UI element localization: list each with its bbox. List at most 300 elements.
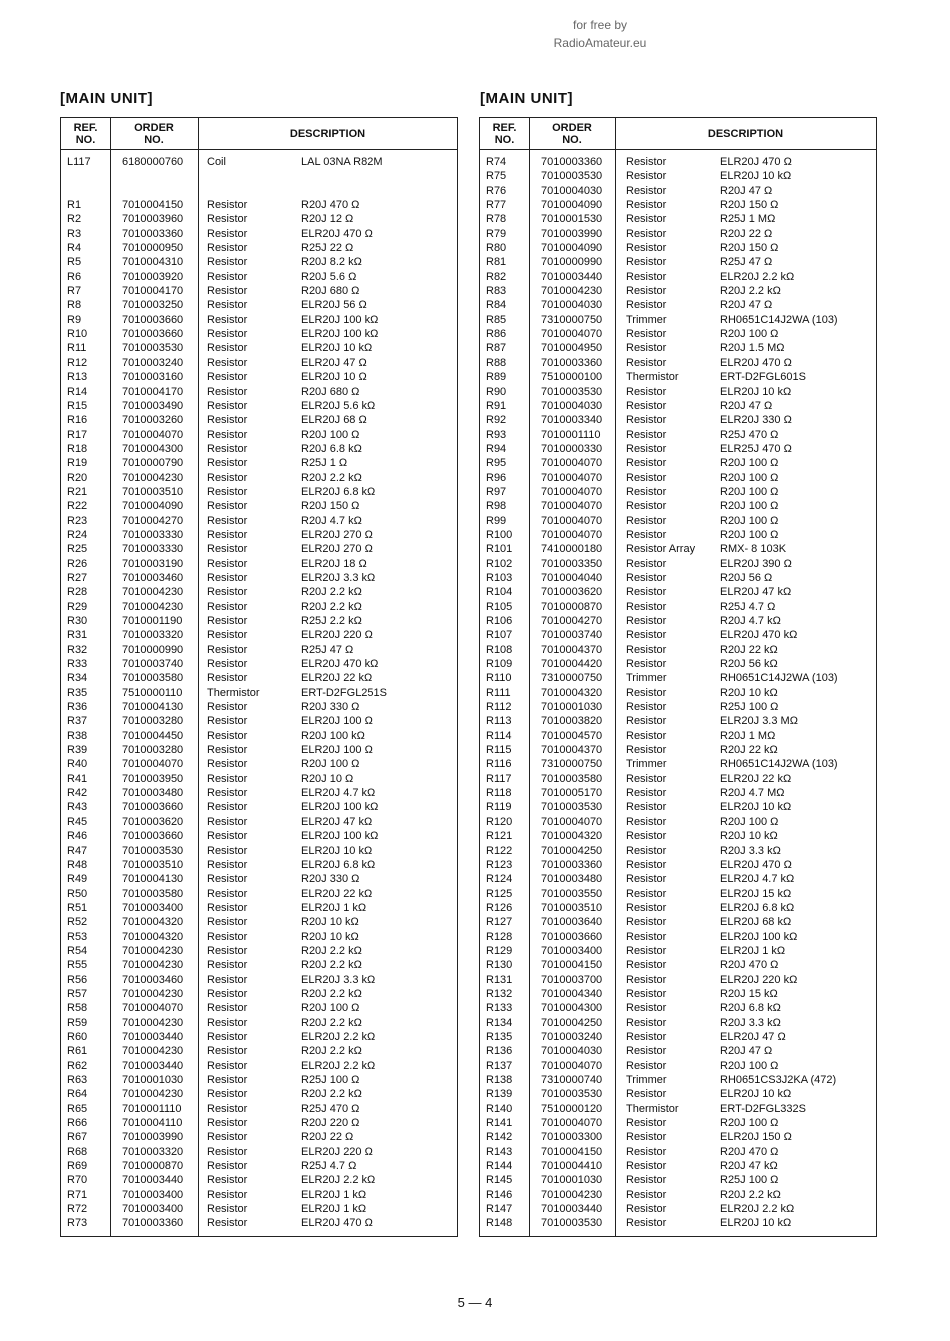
ref-no-cell: R29 xyxy=(67,600,88,613)
part-spec-cell: ELR20J 470 kΩ xyxy=(301,658,379,671)
part-name-cell: Resistor xyxy=(626,184,667,197)
part-name-cell: Resistor xyxy=(207,385,248,398)
order-no-cell: 6180000760 xyxy=(122,156,184,168)
table-row xyxy=(480,1159,876,1173)
part-name-cell: Resistor xyxy=(207,729,248,742)
part-spec-cell: R20J 680 Ω xyxy=(301,385,360,398)
part-name-cell: Resistor xyxy=(626,1217,667,1230)
ref-no-cell: R110 xyxy=(486,672,512,685)
ref-no-cell: R115 xyxy=(486,744,512,757)
ref-no-cell: R89 xyxy=(486,371,507,384)
part-name-cell: Resistor xyxy=(626,428,667,441)
order-no-cell: 7010003620 xyxy=(122,815,184,828)
order-no-cell: 7010003920 xyxy=(122,270,184,283)
table-row xyxy=(61,700,457,714)
table-row xyxy=(61,341,457,355)
order-no-cell: 7010000950 xyxy=(122,242,184,255)
order-no-cell: 7010004150 xyxy=(122,199,184,212)
part-name-cell: Resistor xyxy=(207,514,248,527)
part-spec-cell: ELR20J 15 kΩ xyxy=(720,887,792,900)
part-name-cell: Resistor xyxy=(626,844,667,857)
part-spec-cell: R20J 22 Ω xyxy=(301,1131,354,1144)
table-row xyxy=(480,471,876,485)
ref-no-cell: R129 xyxy=(486,944,513,957)
part-name-cell: Resistor xyxy=(207,772,248,785)
table-row xyxy=(480,700,876,714)
order-no-cell: 7010003360 xyxy=(541,156,603,168)
table-row xyxy=(480,1073,876,1087)
part-spec-cell: ELR20J 10 kΩ xyxy=(720,385,792,398)
order-no-cell: 7010004130 xyxy=(122,701,184,714)
ref-no-cell: R18 xyxy=(67,442,88,455)
part-spec-cell: ELR20J 10 Ω xyxy=(301,371,367,384)
order-no-cell: 7010004090 xyxy=(122,500,184,513)
part-spec-cell: R25J 1 MΩ xyxy=(720,213,776,226)
part-spec-cell: R20J 2.2 kΩ xyxy=(301,586,362,599)
part-name-cell: Resistor xyxy=(207,457,248,470)
table-row xyxy=(480,772,876,786)
table-row xyxy=(480,1173,876,1187)
part-spec-cell: ELR20J 100 Ω xyxy=(301,715,373,728)
order-no-cell: 7010004230 xyxy=(122,1045,184,1058)
table-row xyxy=(61,356,457,370)
part-name-cell: Resistor xyxy=(207,1117,248,1130)
ref-no-cell: R76 xyxy=(486,184,507,197)
order-no-cell: 7010004170 xyxy=(122,285,184,298)
part-spec-cell: R25J 470 Ω xyxy=(720,428,779,441)
table-row xyxy=(61,485,457,499)
table-row xyxy=(480,743,876,757)
ref-no-cell: R3 xyxy=(67,227,82,240)
ref-no-cell: R133 xyxy=(486,1002,513,1015)
ref-no-cell: R42 xyxy=(67,787,88,800)
part-spec-cell: R20J 5.6 Ω xyxy=(301,270,357,283)
order-no-cell: 7010004070 xyxy=(122,758,184,771)
part-name-cell: Resistor xyxy=(626,199,667,212)
header-description: DESCRIPTION xyxy=(289,127,366,140)
part-name-cell: Resistor xyxy=(207,1030,248,1043)
table-row xyxy=(480,485,876,499)
part-spec-cell: ELR20J 2.2 kΩ xyxy=(720,1203,795,1216)
ref-no-cell: R34 xyxy=(67,672,88,685)
ref-no-cell: R43 xyxy=(67,801,88,814)
table-row xyxy=(61,399,457,413)
part-spec-cell: ELR20J 22 kΩ xyxy=(301,887,373,900)
part-spec-cell: ELR20J 10 kΩ xyxy=(301,844,373,857)
part-spec-cell: R20J 150 Ω xyxy=(301,500,360,513)
part-spec-cell: ELR20J 1 kΩ xyxy=(720,944,786,957)
part-name-cell: Resistor xyxy=(626,715,667,728)
part-spec-cell: ELR20J 470 Ω xyxy=(720,858,792,871)
order-no-cell: 7010000990 xyxy=(122,643,184,656)
order-no-cell: 7010000870 xyxy=(541,600,603,613)
ref-no-cell: R144 xyxy=(486,1160,513,1173)
ref-no-cell: R73 xyxy=(67,1217,88,1230)
table-row xyxy=(480,714,876,728)
ref-no-cell: R88 xyxy=(486,356,507,369)
ref-no-cell: R134 xyxy=(486,1016,513,1029)
order-no-cell: 7010004300 xyxy=(541,1002,603,1015)
ref-no-cell: R68 xyxy=(67,1145,88,1158)
ref-no-cell: R124 xyxy=(486,873,513,886)
ref-no-cell: R41 xyxy=(67,772,88,785)
part-name-cell: Resistor xyxy=(626,285,667,298)
part-name-cell: Resistor xyxy=(626,213,667,226)
part-name-cell: Resistor xyxy=(626,744,667,757)
order-no-cell: 7010004070 xyxy=(541,1059,603,1072)
part-spec-cell: R20J 47 Ω xyxy=(720,299,773,312)
order-no-cell: 7010004030 xyxy=(541,399,603,412)
part-spec-cell: ELR20J 10 kΩ xyxy=(720,170,792,183)
table-row xyxy=(61,1001,457,1015)
part-name-cell: Resistor xyxy=(207,299,248,312)
table-row xyxy=(61,456,457,470)
table-body xyxy=(480,155,876,1231)
table-row xyxy=(480,614,876,628)
order-no-cell: 7010003620 xyxy=(541,586,603,599)
ref-no-cell: R86 xyxy=(486,328,507,341)
part-name-cell: Resistor xyxy=(626,1188,667,1201)
part-spec-cell: R20J 100 Ω xyxy=(720,1059,779,1072)
ref-no-cell: R123 xyxy=(486,858,513,871)
part-spec-cell: ERT-D2FGL251S xyxy=(301,686,388,699)
part-spec-cell: ELR20J 3.3 kΩ xyxy=(301,973,376,986)
ref-no-cell: R82 xyxy=(486,270,507,283)
ref-no-cell: R95 xyxy=(486,457,507,470)
table-row xyxy=(480,184,876,198)
part-name-cell: Resistor xyxy=(626,170,667,183)
ref-no-cell: R23 xyxy=(67,514,88,527)
table-row xyxy=(480,1202,876,1216)
ref-no-cell: R4 xyxy=(67,242,82,255)
part-name-cell: Coil xyxy=(207,156,226,168)
table-row xyxy=(61,198,457,212)
part-name-cell: Resistor xyxy=(207,1203,248,1216)
ref-no-cell: R59 xyxy=(67,1016,88,1029)
table-row xyxy=(61,499,457,513)
ref-no-cell: R105 xyxy=(486,600,513,613)
part-spec-cell: R20J 100 Ω xyxy=(720,485,779,498)
part-spec-cell: RH0651C14J2WA (103) xyxy=(720,313,838,326)
ref-no-cell: R24 xyxy=(67,528,88,541)
part-name-cell: Resistor xyxy=(207,342,248,355)
part-name-cell: Resistor xyxy=(207,1002,248,1015)
ref-no-cell: R8 xyxy=(67,299,82,312)
part-name-cell: Resistor xyxy=(626,342,667,355)
order-no-cell: 7010003530 xyxy=(541,385,603,398)
table-row xyxy=(480,1145,876,1159)
ref-no-cell: R77 xyxy=(486,199,507,212)
table-row xyxy=(61,1116,457,1130)
ref-no-cell: R69 xyxy=(67,1160,88,1173)
table-row xyxy=(480,370,876,384)
order-no-cell: 7010003350 xyxy=(541,557,603,570)
part-name-cell: Resistor xyxy=(207,442,248,455)
ref-no-cell: R10 xyxy=(67,328,88,341)
order-no-cell: 7010004230 xyxy=(122,987,184,1000)
table-row xyxy=(61,944,457,958)
part-name-cell: Resistor xyxy=(626,873,667,886)
part-spec-cell: ELR20J 330 Ω xyxy=(720,414,792,427)
order-no-cell: 7010004230 xyxy=(541,1188,603,1201)
part-name-cell: Resistor xyxy=(207,428,248,441)
ref-no-cell: R130 xyxy=(486,959,513,972)
table-row xyxy=(61,757,457,771)
left-unit-title: [MAIN UNIT] xyxy=(60,90,153,107)
order-no-cell: 7010003330 xyxy=(122,528,184,541)
order-no-cell: 7010003400 xyxy=(122,901,184,914)
part-spec-cell: RH0651CS3J2KA (472) xyxy=(720,1074,837,1086)
ref-no-cell: R58 xyxy=(67,1002,88,1015)
part-spec-cell: ELR20J 220 Ω xyxy=(301,629,373,642)
ref-no-cell: R137 xyxy=(486,1059,513,1072)
part-name-cell: Resistor xyxy=(626,514,667,527)
ref-no-cell: R32 xyxy=(67,643,88,656)
ref-no-cell: R70 xyxy=(67,1174,88,1187)
part-name-cell: Resistor xyxy=(207,399,248,412)
ref-no-cell: R45 xyxy=(67,815,88,828)
part-spec-cell: R20J 330 Ω xyxy=(301,701,360,714)
part-name-cell: Resistor xyxy=(626,557,667,570)
part-name-cell: Resistor xyxy=(207,586,248,599)
order-no-cell: 7010004230 xyxy=(122,1088,184,1101)
order-no-cell: 7010003530 xyxy=(541,1088,603,1101)
order-no-cell: 7010003440 xyxy=(541,1203,603,1216)
ref-no-cell: R146 xyxy=(486,1188,513,1201)
part-spec-cell: R20J 2.2 kΩ xyxy=(301,959,362,972)
ref-no-cell: R139 xyxy=(486,1088,513,1101)
table-row xyxy=(480,671,876,685)
table-row xyxy=(61,284,457,298)
part-name-cell: Resistor xyxy=(626,528,667,541)
order-no-cell: 7010004040 xyxy=(541,571,603,584)
ref-no-cell: R53 xyxy=(67,930,88,943)
table-body xyxy=(61,155,457,1231)
order-no-cell: 7010004370 xyxy=(541,643,603,656)
order-no-cell: 7010003360 xyxy=(122,227,184,240)
ref-no-cell: R111 xyxy=(486,686,511,699)
table-row xyxy=(480,901,876,915)
part-spec-cell: R20J 6.8 kΩ xyxy=(720,1002,781,1015)
ref-no-cell: R9 xyxy=(67,313,82,326)
table-row xyxy=(480,341,876,355)
ref-no-cell: R21 xyxy=(67,485,88,498)
order-no-cell: 7010003960 xyxy=(122,213,184,226)
part-spec-cell: R20J 6.8 kΩ xyxy=(301,442,362,455)
part-spec-cell: R20J 2.2 kΩ xyxy=(301,471,362,484)
part-spec-cell: R20J 100 Ω xyxy=(720,1117,779,1130)
table-row xyxy=(61,255,457,269)
order-no-cell: 7010004070 xyxy=(122,428,184,441)
order-no-cell: 7010003250 xyxy=(122,299,184,312)
part-name-cell: Resistor xyxy=(207,615,248,627)
part-name-cell: Resistor xyxy=(207,485,248,498)
table-row xyxy=(61,1016,457,1030)
table-row xyxy=(61,1073,457,1087)
table-row xyxy=(480,829,876,843)
part-spec-cell: R20J 220 Ω xyxy=(301,1117,360,1130)
part-spec-cell: R20J 1.5 MΩ xyxy=(720,342,785,355)
part-spec-cell: R20J 56 kΩ xyxy=(720,658,778,671)
table-row xyxy=(61,786,457,800)
part-name-cell: Thermistor xyxy=(626,371,679,384)
part-name-cell: Resistor xyxy=(207,1102,248,1115)
part-name-cell: Resistor xyxy=(207,571,248,584)
part-name-cell: Resistor xyxy=(207,758,248,771)
table-row xyxy=(480,1030,876,1044)
part-name-cell: Thermistor xyxy=(626,1102,679,1115)
part-name-cell: Resistor xyxy=(207,1174,248,1187)
part-spec-cell: ELR20J 5.6 kΩ xyxy=(301,399,376,412)
part-spec-cell: RH0651C14J2WA (103) xyxy=(720,758,838,771)
ref-no-cell: R11 xyxy=(67,342,87,355)
ref-no-cell: R145 xyxy=(486,1174,513,1187)
part-spec-cell: R25J 47 Ω xyxy=(301,643,354,656)
part-spec-cell: R20J 100 Ω xyxy=(720,514,779,527)
part-spec-cell: ELR20J 220 kΩ xyxy=(720,973,798,986)
ref-no-cell: R57 xyxy=(67,987,88,1000)
ref-no-cell: R5 xyxy=(67,256,82,269)
table-row xyxy=(480,255,876,269)
part-spec-cell: ELR20J 1 kΩ xyxy=(301,901,367,914)
part-name-cell: Resistor xyxy=(207,1131,248,1144)
order-no-cell: 7010003400 xyxy=(122,1203,184,1216)
order-no-cell: 7010003740 xyxy=(122,658,184,671)
part-name-cell: Resistor xyxy=(626,787,667,800)
ref-no-cell: R39 xyxy=(67,744,88,757)
ref-no-cell: R119 xyxy=(486,801,512,814)
table-row xyxy=(480,399,876,413)
table-row xyxy=(480,858,876,872)
part-spec-cell: ELR25J 470 Ω xyxy=(720,442,792,455)
part-spec-cell: ELR20J 10 kΩ xyxy=(720,801,792,814)
part-name-cell: Resistor xyxy=(626,256,667,269)
ref-no-cell: R128 xyxy=(486,930,513,943)
order-no-cell: 7010004070 xyxy=(541,500,603,513)
order-no-cell: 7010003400 xyxy=(541,944,603,957)
order-no-cell: 7010004170 xyxy=(122,385,184,398)
ref-no-cell: R94 xyxy=(486,442,507,455)
part-name-cell: Resistor xyxy=(626,887,667,900)
order-no-cell: 7010004090 xyxy=(541,199,603,212)
order-no-cell: 7010000990 xyxy=(541,256,603,269)
ref-no-cell: R31 xyxy=(67,629,88,642)
part-name-cell: Resistor xyxy=(626,916,667,929)
table-row xyxy=(480,413,876,427)
part-spec-cell: R20J 100 Ω xyxy=(720,528,779,541)
part-name-cell: Resistor xyxy=(626,1145,667,1158)
table-row xyxy=(480,442,876,456)
part-name-cell: Resistor xyxy=(626,944,667,957)
part-name-cell: Resistor xyxy=(207,629,248,642)
order-no-cell: 7010004230 xyxy=(122,1016,184,1029)
part-name-cell: Resistor xyxy=(207,356,248,369)
part-name-cell: Thermistor xyxy=(207,686,260,699)
order-no-cell: 7010004230 xyxy=(122,959,184,972)
part-name-cell: Resistor xyxy=(207,199,248,212)
order-no-cell: 7010004950 xyxy=(541,342,603,355)
part-name-cell: Resistor xyxy=(207,414,248,427)
ref-no-cell: R6 xyxy=(67,270,82,283)
part-name-cell: Resistor xyxy=(626,801,667,814)
table-row xyxy=(480,356,876,370)
table-row xyxy=(480,542,876,556)
table-row xyxy=(480,514,876,528)
order-no-cell: 7010001110 xyxy=(122,1102,182,1115)
ref-no-cell: R56 xyxy=(67,973,88,986)
header-order-no: ORDER NO. xyxy=(552,121,592,146)
table-row xyxy=(61,514,457,528)
order-no-cell: 7010004070 xyxy=(541,457,603,470)
table-row xyxy=(61,585,457,599)
part-spec-cell: R20J 22 Ω xyxy=(720,227,773,240)
table-row xyxy=(61,241,457,255)
order-no-cell: 7010004070 xyxy=(541,485,603,498)
order-no-cell: 7010001030 xyxy=(122,1074,184,1086)
table-row xyxy=(480,686,876,700)
part-spec-cell: R20J 4.7 MΩ xyxy=(720,787,785,800)
order-no-cell: 7010003440 xyxy=(122,1030,184,1043)
table-row xyxy=(61,901,457,915)
part-spec-cell: R20J 2.2 kΩ xyxy=(720,285,781,298)
order-no-cell: 7010004230 xyxy=(122,471,184,484)
order-no-cell: 7010004230 xyxy=(541,285,603,298)
ref-no-cell: R99 xyxy=(486,514,507,527)
part-name-cell: Resistor xyxy=(207,944,248,957)
part-spec-cell: R20J 2.2 kΩ xyxy=(301,600,362,613)
table-row xyxy=(480,528,876,542)
table-row xyxy=(480,284,876,298)
table-row xyxy=(61,657,457,671)
part-name-cell: Resistor xyxy=(626,1016,667,1029)
ref-no-cell: R75 xyxy=(486,170,507,183)
order-no-cell: 7010003580 xyxy=(122,887,184,900)
ref-no-cell: R85 xyxy=(486,313,507,326)
order-no-cell: 7010003660 xyxy=(122,830,184,843)
ref-no-cell: R97 xyxy=(486,485,507,498)
table-row xyxy=(61,227,457,241)
order-no-cell: 7010004150 xyxy=(541,1145,603,1158)
part-name-cell: Resistor xyxy=(626,1088,667,1101)
order-no-cell: 7010003510 xyxy=(122,485,184,498)
part-spec-cell: R20J 2.2 kΩ xyxy=(301,987,362,1000)
table-row xyxy=(480,571,876,585)
part-name-cell: Resistor xyxy=(626,1117,667,1130)
part-name-cell: Resistor xyxy=(626,615,667,627)
order-no-cell: 7010004230 xyxy=(122,944,184,957)
part-name-cell: Resistor xyxy=(207,256,248,269)
part-name-cell: Resistor xyxy=(626,328,667,341)
order-no-cell: 7310000750 xyxy=(541,672,603,685)
table-row xyxy=(480,198,876,212)
part-name-cell: Resistor xyxy=(626,772,667,785)
right-parts-table xyxy=(479,117,877,1237)
part-name-cell: Resistor xyxy=(626,1030,667,1043)
order-no-cell: 7010004320 xyxy=(541,830,603,843)
ref-no-cell: R103 xyxy=(486,571,513,584)
part-name-cell: Resistor xyxy=(626,815,667,828)
ref-no-cell: R26 xyxy=(67,557,88,570)
part-name-cell: Resistor xyxy=(626,959,667,972)
order-no-cell: 7010003440 xyxy=(122,1059,184,1072)
part-spec-cell: ELR20J 6.8 kΩ xyxy=(301,485,376,498)
table-row xyxy=(61,958,457,972)
part-name-cell: Trimmer xyxy=(626,1074,667,1086)
ref-no-cell: R117 xyxy=(486,772,512,785)
part-spec-cell: ELR20J 6.8 kΩ xyxy=(720,901,795,914)
ref-no-cell: R47 xyxy=(67,844,88,857)
order-no-cell: 7010003330 xyxy=(122,543,184,556)
